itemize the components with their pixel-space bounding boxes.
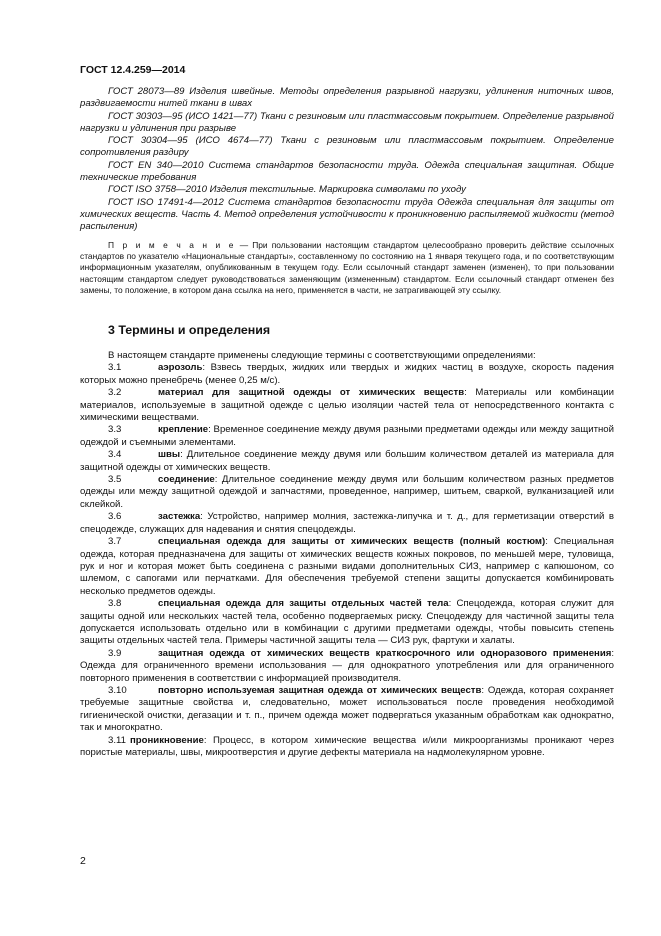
term-name: специальная одежда для защиты от химических веществ (полный костюм) xyxy=(158,536,546,548)
term-name: крепление xyxy=(158,424,209,436)
terms-section xyxy=(80,350,614,759)
term-item xyxy=(80,685,614,735)
note-text: — При пользовании настоящим стандартом целесообразно проверить действие ссылочных стандартов по указателю «Национальные стандарты», составленному по состоянию на 1 января текущего года, и по соответствующим информационным указателям, опубликованным в текущем году. Если ссылочный стандарт заменен (изменен), то при пользовании настоящим стандартом следует руководствоваться заменяющим (измененным) стандартом. Если ссылочный стандарт отменен без замены, то положение, в котором дана ссылка на него, применяется в части, не затрагивающей эту ссылку. xyxy=(80,240,614,295)
term-number: 3.9 xyxy=(108,647,122,659)
term-number: 3.1 xyxy=(108,362,122,374)
term-name: повторно используемая защитная одежда от химических веществ xyxy=(158,684,482,696)
term-number: 3.8 xyxy=(108,598,122,610)
term-item xyxy=(80,449,614,474)
term-name: швы xyxy=(158,449,181,461)
term-definition: : Временное соединение между двумя разными предметами одежды или между защитной одеждой и съемными элементами. xyxy=(80,424,614,448)
term-item xyxy=(80,474,614,511)
term-item xyxy=(80,424,614,449)
term-definition: : Длительное соединение между двумя или большим количеством разных предметов одежды или между защитной одеждой и запчастями, проведенное, например, шитьем, сваркой, вулканизацией или склейкой. xyxy=(80,474,614,510)
term-definition: : Одежда для ограниченного времени использования — для однократного употребления или для ограниченного повторного применения в соответствии с информацией производителя. xyxy=(80,647,614,684)
term-item xyxy=(80,511,614,536)
term-item xyxy=(80,735,614,760)
term-name: застежка xyxy=(158,511,201,523)
term-name: материал для защитной одежды от химических веществ xyxy=(158,387,465,399)
reference-item: ГОСТ ISO 3758—2010 Изделия текстильные. Маркировка символами по уходу xyxy=(108,184,466,196)
term-definition: : Специальная одежда, которая предназначена для защиты от химических веществ кожных покровов, по меньшей мере, туловища, рук и ног и которая может быть соединена с разными видами дополнительных СИЗ, например с капюшоном, со шлемом, с сапогами или перчатками. Для обеспечения требуемой степени защиты допускается комбинировать несколько предметов одежды. xyxy=(80,536,614,597)
term-number: 3.6 xyxy=(108,511,122,523)
term-definition: : Длительное соединение между двумя или большим количеством деталей из материала для защитной одежды от химических веществ. xyxy=(80,449,614,473)
term-name: специальная одежда для защиты отдельных частей тела xyxy=(158,598,449,610)
reference-item: ГОСТ 28073—89 Изделия швейные. Методы определения разрывной нагрузки, удлинения ниточных швов, раздвигаемости нитей ткани в швах xyxy=(80,86,614,110)
reference-item: ГОСТ EN 340—2010 Система стандартов безопасности труда. Одежда специальная защитная. Общие технические требования xyxy=(80,159,614,184)
reference-item: ГОСТ 30304—95 (ИСО 4674—77) Ткани с резиновым или пластмассовым покрытием. Определение сопротивления раздиру xyxy=(80,135,614,159)
page-number: 2 xyxy=(80,855,86,867)
normative-references xyxy=(80,86,614,234)
term-name: аэрозоль xyxy=(158,362,203,374)
term-name: проникновение xyxy=(130,734,204,746)
term-item xyxy=(80,387,614,424)
term-item xyxy=(80,536,614,598)
term-number: 3.2 xyxy=(108,387,122,399)
document-header: ГОСТ 12.4.259—2014 xyxy=(80,64,186,76)
term-number: 3.7 xyxy=(108,536,122,548)
section-title: 3 Термины и определения xyxy=(108,323,271,337)
section-intro: В настоящем стандарте применены следующие термины с соответствующими определениями: xyxy=(108,350,536,361)
note-label: П р и м е ч а н и е xyxy=(108,240,236,250)
note xyxy=(80,240,614,296)
term-definition: : Материалы или комбинации материалов, используемые в защитной одежде с целью изоляции частей тела от непосредственного контакта с химическими веществами. xyxy=(80,387,614,424)
reference-item: ГОСТ 30303—95 (ИСО 1421—77) Ткани с резиновым или пластмассовым покрытием. Определение разрывной нагрузки и удлинения при разрыве xyxy=(80,110,614,134)
term-name: соединение xyxy=(158,474,215,486)
term-name: защитная одежда от химических веществ краткосрочного или одноразового применения xyxy=(158,647,612,659)
term-number: 3.3 xyxy=(108,424,122,436)
term-definition: : Одежда, которая сохраняет требуемые защитные свойства и, следовательно, может использоваться после проведения необходимой гигиенической очистки, дегазации и т. п., причем одежда может подвергаться указанным обработкам как однократно, так и многократно. xyxy=(80,684,614,734)
term-number: 3.10 xyxy=(108,684,127,696)
term-item xyxy=(80,598,614,648)
term-number: 3.11 xyxy=(108,734,126,746)
term-number: 3.5 xyxy=(108,474,122,486)
term-item xyxy=(80,362,614,387)
term-definition: : Спецодежда, которая служит для защиты одной или нескольких частей тела, особенно подвергаемых риску. Спецодежду для частичной защиты тела допускается использовать отдельно или в комбинации с другими предметами одежды, чтобы повысить степень защиты отдельных частей тела. Примеры частичной защиты тела — СИЗ рук, фартуки и халаты. xyxy=(80,598,614,647)
term-number: 3.4 xyxy=(108,449,122,461)
term-item xyxy=(80,648,614,685)
term-definition: : Взвесь твердых, жидких или твердых и жидких частиц в воздухе, скорость падения которых можно пренебречь (менее 0,25 м/с). xyxy=(80,362,614,386)
reference-item: ГОСТ ISO 17491-4—2012 Система стандартов безопасности труда Одежда специальная для защиты от химических веществ. Часть 4. Метод определения устойчивости к проникновению распыляемой жидкости (метод распыления) xyxy=(80,196,614,233)
term-definition: : Устройство, например молния, застежка-липучка и т. д., для герметизации отверстий в спецодежде, служащих для надевания и снятия спецодежды. xyxy=(80,511,614,535)
term-definition: : Процесс, в котором химические вещества и/или микроорганизмы проникают через пористые материалы, швы, микроотверстия и другие дефекты материала на надмолекулярном уровне. xyxy=(80,734,614,758)
